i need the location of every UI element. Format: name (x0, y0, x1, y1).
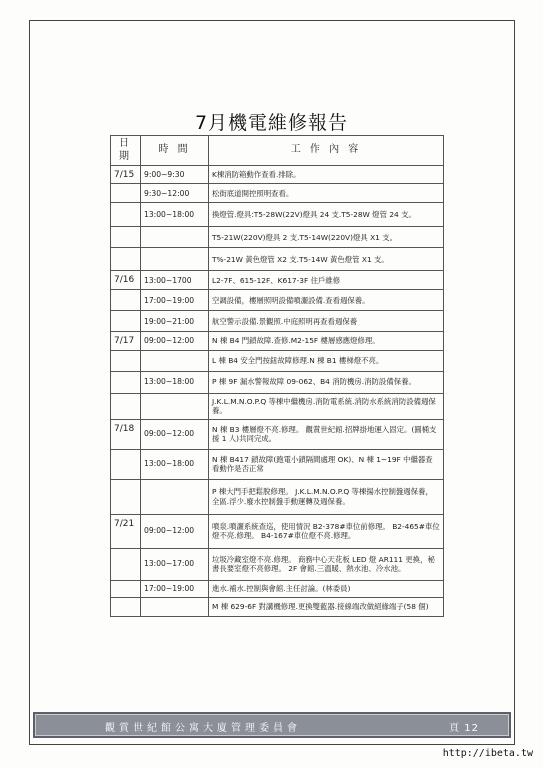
row-work: L 棟 B4 安全門按鈕故障修理.N 棟 B1 樓梯燈不亮。 (209, 350, 444, 371)
footer-org: 觀賞世紀館公寓大廈管理委員會 (105, 723, 301, 734)
row-time (141, 479, 209, 514)
row-date (111, 371, 141, 393)
table-row (111, 479, 444, 514)
row-date: 7/16 (111, 271, 141, 290)
row-work: 空調設備，樓層照明設備噴灑設備.查看週保養。 (209, 290, 444, 311)
row-time: 13:00~17:00 (141, 548, 209, 580)
row-date (111, 203, 141, 227)
row-date (111, 350, 141, 371)
row-work: 航空警示設備.景觀照.中庭照明再查看週保養 (209, 311, 444, 332)
table-row (111, 580, 444, 597)
table-row (111, 227, 444, 248)
row-date (111, 580, 141, 597)
maintenance-table (110, 135, 444, 617)
row-time: 13:00~18:00 (141, 203, 209, 227)
table-row (111, 548, 444, 580)
table-row (111, 203, 444, 227)
row-work: 垃圾冷藏室燈不亮.修理。 商務中心天花板 LED 燈 AR111 更換，秘書長要室燈不亮修理。 2F 會館.三溫暖、熱水池、冷水池。 (209, 548, 444, 580)
row-time: 09:00~12:00 (141, 419, 209, 449)
row-date (111, 290, 141, 311)
table-row (111, 290, 444, 311)
row-work: T%-21W 黃色燈管 X2 支.T5-14W 黃色燈管 X1 支。 (209, 248, 444, 271)
row-time: 13:00~18:00 (141, 449, 209, 479)
table-row (111, 332, 444, 350)
report-title: 7月機電維修報告 (194, 112, 349, 134)
table-row (111, 419, 444, 449)
row-date (111, 248, 141, 271)
page-number: 頁 12 (449, 723, 479, 734)
row-work: 進水.補水.控制與會館.主任討論。(林委員) (209, 580, 444, 597)
row-time: 13:00~1700 (141, 271, 209, 290)
header-date: 日期 (111, 136, 141, 166)
row-time: 19:00~21:00 (141, 311, 209, 332)
watermark: http://ibeta.tw (442, 748, 533, 759)
table-row (111, 271, 444, 290)
table-row (111, 371, 444, 393)
row-work: K棟消防箱動作查看.排除。 (209, 166, 444, 184)
row-work: 松街底道開控照明查看。 (209, 184, 444, 203)
row-time: 17:00~19:00 (141, 580, 209, 597)
row-date (111, 479, 141, 514)
table-header-row (111, 136, 444, 166)
row-date (111, 548, 141, 580)
row-date: 7/18 (111, 419, 141, 449)
row-work: L2-7F、615-12F、K617-3F 住戶維修 (209, 271, 444, 290)
table-row (111, 597, 444, 616)
header-time: 時 間 (141, 136, 209, 166)
row-work: M 棟 629-6F 對講機修理.更換雙藍器.接線端改做絕緣端子(58 個) (209, 597, 444, 616)
table-row (111, 393, 444, 419)
row-time: 9:00~9:30 (141, 166, 209, 184)
row-work: N 棟 B3 樓層燈不亮.修理。 觀賞世紀館.招牌掛地運入固定。(圓桶支援 1 人)共同完成。 (209, 419, 444, 449)
table-row (111, 311, 444, 332)
row-work: J.K.L.M.N.O.P.Q 等棟中繼機房.消防電系統.消防水系統消防設備週保養。 (209, 393, 444, 419)
table-row (111, 514, 444, 548)
row-work: N 棟 B4 門鎖故障.查修.M2-15F 樓層感應燈修理。 (209, 332, 444, 350)
row-date (111, 393, 141, 419)
row-date (111, 227, 141, 248)
row-date: 7/21 (111, 514, 141, 548)
table-row (111, 248, 444, 271)
table-row (111, 184, 444, 203)
row-time (141, 597, 209, 616)
row-date (111, 311, 141, 332)
row-work: 換燈管.燈具:T5-28W(22V)燈具 24 支.T5-28W 燈管 24 支。 (209, 203, 444, 227)
row-time (141, 248, 209, 271)
footer-bar (33, 712, 511, 738)
row-work: P 棟 9F 漏水警報故障 09-062、B4 消防機房.消防設備保養。 (209, 371, 444, 393)
row-date: 7/17 (111, 332, 141, 350)
row-time: 9:30~12:00 (141, 184, 209, 203)
row-time: 17:00~19:00 (141, 290, 209, 311)
row-time: 09:00~12:00 (141, 332, 209, 350)
row-date (111, 597, 141, 616)
row-work: N 棟 B417 鎖故障(跑電小鎖隔間處理 OK)、N 棟 1~19F 中繼器查看動作是否正常 (209, 449, 444, 479)
table-row (111, 350, 444, 371)
row-work: 噴泉.噴灑系統查巡，使用情況 B2-378#車位前修理。 B2-465#車位燈不亮.修理。 B4-167#車位燈不亮.修理。 (209, 514, 444, 548)
row-time (141, 227, 209, 248)
header-work: 工 作 內 容 (209, 136, 444, 166)
row-time (141, 393, 209, 419)
row-time (141, 350, 209, 371)
table-row (111, 166, 444, 184)
row-time: 13:00~18:00 (141, 371, 209, 393)
row-date: 7/15 (111, 166, 141, 184)
row-date (111, 184, 141, 203)
row-work: P 棟大門手把鬆脫修理。 J.K.L.M.N.O.P.Q 等棟揚水控制盤週保養，全區.浮少.廢水控制盤手動運轉及週保養。 (209, 479, 444, 514)
row-work: T5-21W(220V)燈具 2 支.T5-14W(220V)燈具 X1 支。 (209, 227, 444, 248)
table-row (111, 449, 444, 479)
row-time: 09:00~12:00 (141, 514, 209, 548)
row-date (111, 449, 141, 479)
